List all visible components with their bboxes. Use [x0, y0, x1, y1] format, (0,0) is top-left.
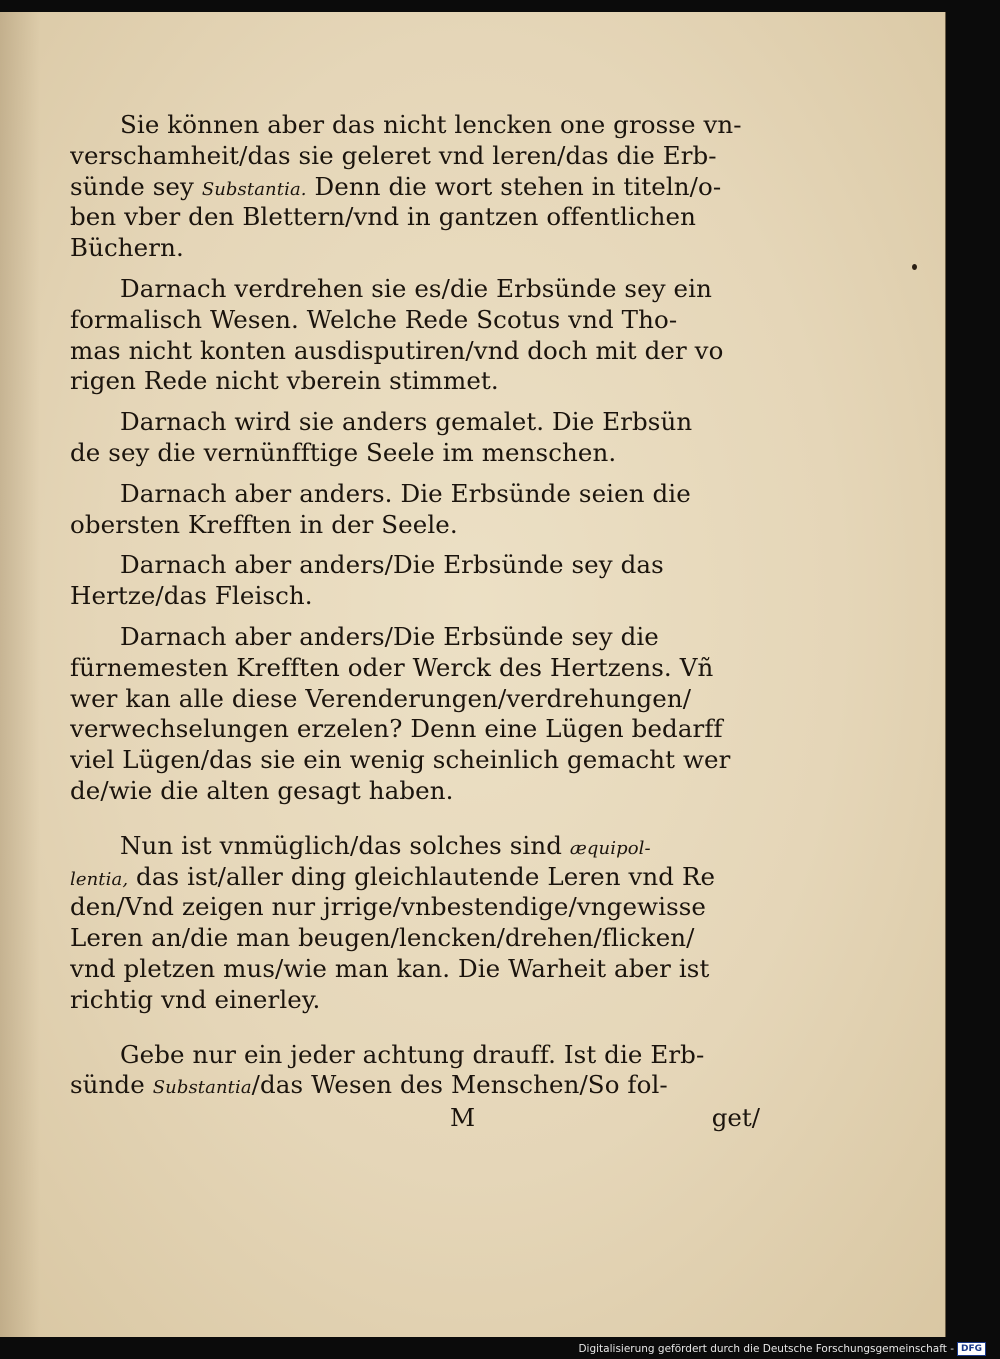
text-line: Darnach aber anders. Die Erbsünde seien die — [120, 478, 691, 508]
text-line — [70, 862, 770, 893]
latin-term: lentia, — [70, 868, 129, 890]
dfg-logo: DFG — [957, 1342, 986, 1356]
text-segment: Denn die wort stehen in titeln/o- — [306, 171, 722, 201]
text-segment: sünde sey — [70, 171, 202, 201]
text-line: rigen Rede nicht vberein stimmet. — [70, 366, 499, 396]
text-line — [70, 172, 770, 203]
footer — [578, 1342, 986, 1356]
text-line: mas nicht konten ausdisputiren/vnd doch mit der vo — [70, 335, 724, 365]
catchword-line — [70, 1101, 770, 1135]
ink-speck — [912, 264, 917, 270]
text-segment: Nun ist vnmüglich/das solches sind — [120, 830, 570, 860]
text-line: de sey die vernünfftige Seele im menschen. — [70, 437, 617, 467]
text-line — [70, 831, 770, 862]
funding-credit: Digitalisierung gefördert durch die Deutsche Forschungsgemeinschaft - — [578, 1343, 954, 1355]
text-line: richtig vnd einerley. — [70, 984, 321, 1014]
text-line: Büchern. — [70, 233, 184, 263]
text-line: fürnemesten Krefften oder Werck des Hertzens. Vñ — [70, 652, 714, 682]
text-line: formalisch Wesen. Welche Rede Scotus vnd Tho- — [70, 304, 678, 334]
text-line: Darnach wird sie anders gemalet. Die Erbsün — [120, 407, 693, 437]
text-line: Hertze/das Fleisch. — [70, 581, 313, 611]
signature-mark: M — [450, 1103, 476, 1133]
text-segment: /das Wesen des Menschen/So fol- — [251, 1070, 668, 1100]
book-page — [0, 12, 946, 1337]
text-segment: das ist/aller ding gleichlautende Leren vnd Re — [128, 861, 716, 891]
page-gutter-shadow — [0, 12, 40, 1337]
catchword: get/ — [711, 1103, 760, 1133]
text-line: Darnach aber anders/Die Erbsünde sey das — [120, 550, 664, 580]
text-line: ben vber den Blettern/vnd in gantzen offentlichen — [70, 202, 697, 232]
text-line: de/wie die alten gesagt haben. — [70, 775, 454, 805]
page-text — [70, 110, 770, 1135]
text-line: wer kan alle diese Verenderungen/verdrehungen/ — [70, 683, 692, 713]
latin-term: æquipol- — [569, 837, 651, 859]
text-line: obersten Krefften in der Seele. — [70, 509, 458, 539]
text-line: verschamheit/das sie geleret vnd leren/das die Erb- — [70, 140, 717, 170]
text-line: Sie können aber das nicht lencken one grosse vn- — [120, 110, 742, 139]
text-line: verwechselungen erzelen? Denn eine Lügen bedarff — [70, 714, 723, 744]
text-line: Leren an/die man beugen/lencken/drehen/flicken/ — [70, 923, 695, 953]
text-line: den/Vnd zeigen nur jrrige/vnbestendige/vngewisse — [70, 892, 707, 922]
text-line: Darnach verdrehen sie es/die Erbsünde sey ein — [120, 273, 712, 303]
latin-term: Substantia — [152, 1077, 252, 1099]
text-line: viel Lügen/das sie ein wenig scheinlich gemacht wer — [70, 745, 731, 775]
text-line: Gebe nur ein jeder achtung drauff. Ist die Erb- — [120, 1039, 705, 1069]
latin-term: Substantia. — [201, 178, 307, 200]
text-line: vnd pletzen mus/wie man kan. Die Warheit aber ist — [70, 953, 710, 983]
text-segment: sünde — [70, 1070, 153, 1100]
text-line: Darnach aber anders/Die Erbsünde sey die — [120, 621, 659, 651]
text-line — [70, 1070, 770, 1101]
